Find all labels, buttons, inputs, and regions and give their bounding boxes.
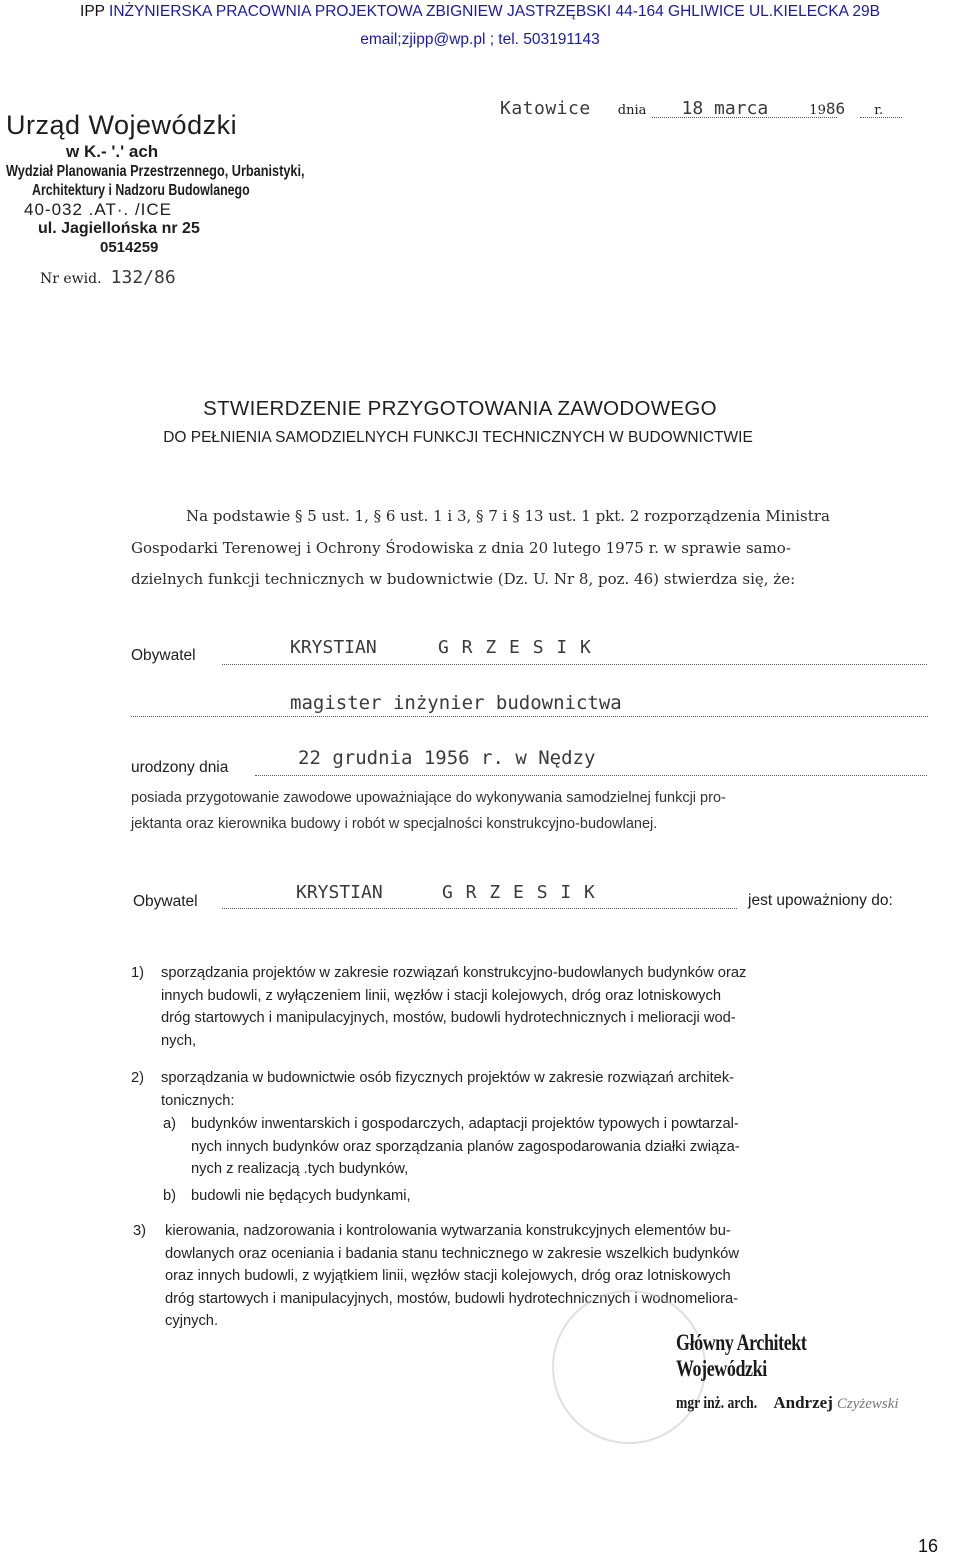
page-number: 16 xyxy=(917,1536,938,1556)
stamp-line-regon: 0514259 xyxy=(100,239,159,256)
place-name: Katowice xyxy=(500,98,591,119)
born-label: urodzony dnia xyxy=(131,759,229,776)
sub-item-a xyxy=(163,1113,938,1181)
list-item-3 xyxy=(133,1220,938,1333)
citizen-last-name: G R Z E S I K xyxy=(438,637,592,658)
signature-title: Główny Architekt Wojewódzki xyxy=(676,1330,807,1381)
list-item-number: 2) xyxy=(131,1070,145,1086)
professional-title: magister inżynier budownictwa xyxy=(290,692,622,714)
authorization-suffix: jest upoważniony do: xyxy=(748,892,893,909)
record-number-value: 132/86 xyxy=(110,267,176,288)
list-item-line: dowlanych oraz oceniania i badania stanu technicznego w zakresie wszelkich budynków xyxy=(165,1245,739,1262)
qualification-line-2: jektanta oraz kierownika budowy i robót w specjalności konstrukcyjno-budowlanej. xyxy=(131,815,658,832)
list-item-line: tonicznych: xyxy=(161,1092,235,1109)
header-company: INŻYNIERSKA PRACOWNIA PROJEKTOWA ZBIGNIEW JASTRZĘBSKI 44-164 GHLIWICE UL.KIELECKA 29B xyxy=(109,3,880,20)
sub-item-line: nych innych budynków oraz sporządzania planów zagospodarowania działki związa- xyxy=(191,1138,740,1155)
list-item-line: sporządzania projektów w zakresie rozwiązań konstrukcyjno-budowlanych budynków oraz xyxy=(161,965,747,981)
year-dotted-line xyxy=(860,117,902,118)
document-subtitle: DO PEŁNIENIA SAMODZIELNYCH FUNKCJI TECHNICZNYCH W BUDOWNICTWIE xyxy=(163,429,753,446)
stamp-line-department-2: Architektury i Nadzoru Budowlanego xyxy=(32,181,250,199)
year-suffix: 86 xyxy=(825,99,846,118)
sub-item-label: a) xyxy=(163,1116,177,1132)
sub-item-b xyxy=(163,1185,938,1208)
record-number xyxy=(40,267,176,288)
list-item-number: 1) xyxy=(131,965,145,981)
legal-basis xyxy=(131,505,931,592)
citizen-label: Obywatel xyxy=(131,647,196,664)
list-item-line: sporządzania w budownictwie osób fizycznych projektów w zakresie rozwiązań architek- xyxy=(161,1070,735,1086)
citizen-first-name: KRYSTIAN xyxy=(290,637,377,658)
signature-first-name: Andrzej xyxy=(773,1393,833,1412)
signature-surname: Czyżewski xyxy=(836,1396,899,1412)
citizen-dotted-line xyxy=(222,664,927,665)
list-item-1 xyxy=(131,962,936,1052)
stamp-line-street: ul. Jagiellońska nr 25 xyxy=(38,220,200,237)
stamp-line-office: Urząd Wojewódzki xyxy=(6,110,238,140)
sub-item-line: budynków inwentarskich i gospodarczych, adaptacji projektów typowych i powtarzal- xyxy=(191,1116,739,1132)
authorization-label: Obywatel xyxy=(133,893,198,910)
date-label: dnia xyxy=(617,103,647,118)
signature-degree: mgr inż. arch. xyxy=(676,1393,758,1412)
header-lead: IPP xyxy=(80,3,105,20)
sub-item-line: budowli nie będących budynkami, xyxy=(191,1188,411,1204)
header-line-1 xyxy=(0,3,960,21)
list-item-line: dróg startowych i manipulacyjnych, mostów, budowli hydrotechnicznych i wodnomeliora- xyxy=(165,1290,739,1307)
authorization-last-name: G R Z E S I K xyxy=(442,882,596,903)
qualification xyxy=(131,787,931,836)
header-contact: email;zjipp@wp.pl ; tel. 503191143 xyxy=(360,31,600,48)
authorization-dotted-line xyxy=(222,908,737,909)
title-dotted-line xyxy=(131,716,928,717)
list-item-line: nych, xyxy=(161,1032,197,1049)
office-stamp xyxy=(6,112,370,255)
sub-item-label: b) xyxy=(163,1188,177,1204)
list-item-number: 3) xyxy=(133,1223,147,1239)
date-value: 18 marca xyxy=(681,98,769,119)
qualification-line-1: posiada przygotowanie zawodowe upoważniające do wykonywania samodzielnej funkcji pro- xyxy=(131,790,726,806)
document-title: STWIERDZENIE PRZYGOTOWANIA ZAWODOWEGO xyxy=(203,397,717,420)
record-number-label: Nr ewid. xyxy=(40,271,102,287)
list-item-line: dróg startowych i manipulacyjnych, mostów, budowli hydrotechnicznych i melioracji wod- xyxy=(161,1010,736,1026)
stamp-line-postcode: 40-032 .AT·. /ICE xyxy=(24,200,173,219)
signature-name-line xyxy=(676,1393,899,1413)
list-item-2 xyxy=(131,1067,936,1112)
list-item-line: innych budowli, z wyłączeniem linii, węzłów i stacji kolejowych, dróg oraz lotniskowych xyxy=(161,987,721,1004)
signature-stamp xyxy=(676,1330,960,1382)
legal-basis-line-1: Na podstawie § 5 ust. 1, § 6 ust. 1 i 3, § 7 i § 13 ust. 1 pkt. 2 rozporządzenia Ministra xyxy=(186,507,830,525)
list-item-line: cyjnych. xyxy=(165,1313,219,1329)
authorization-first-name: KRYSTIAN xyxy=(296,882,383,903)
born-value: 22 grudnia 1956 r. w Nędzy xyxy=(298,747,596,769)
year-r: r. xyxy=(874,103,884,118)
date-dotted-line xyxy=(652,117,837,118)
stamp-line-city: w K.- '.' ach xyxy=(66,142,159,161)
year-prefix: 19 xyxy=(809,103,826,118)
legal-basis-line-3: dzielnych funkcji technicznych w budownictwie (Dz. U. Nr 8, poz. 46) stwierdza się, że: xyxy=(131,570,796,588)
legal-basis-line-2: Gospodarki Terenowej i Ochrony Środowiska z dnia 20 lutego 1975 r. w sprawie samo- xyxy=(131,538,791,557)
born-dotted-line xyxy=(255,775,927,776)
list-item-line: kierowania, nadzorowania i kontrolowania wytwarzania konstrukcyjnych elementów bu- xyxy=(165,1223,731,1239)
sub-item-line: nych z realizacją .tych budynków, xyxy=(191,1161,409,1177)
stamp-line-department: Wydział Planowania Przestrzennego, Urbanistyki, xyxy=(6,163,305,180)
place-date xyxy=(500,98,883,119)
list-item-line: oraz innych budowli, z wyjątkiem linii, węzłów stacji kolejowych, dróg oraz lotniskowych xyxy=(165,1268,731,1284)
